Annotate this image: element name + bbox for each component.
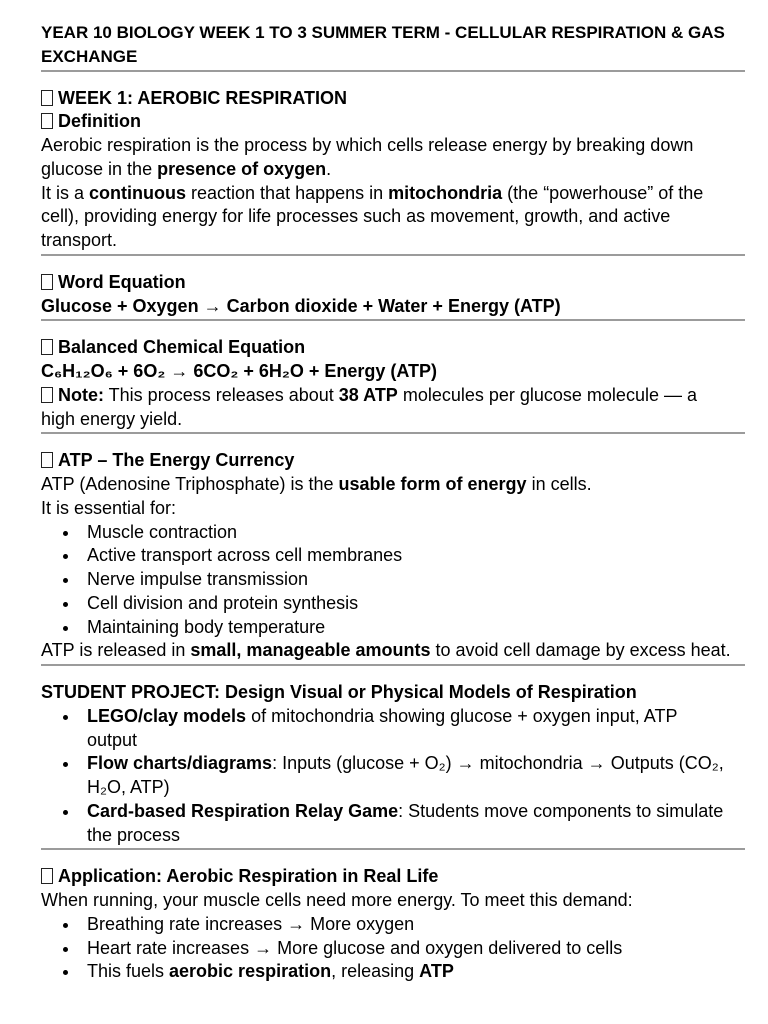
balanced-equation-section — [41, 336, 745, 431]
list-item-text: H₂O, ATP) — [87, 777, 170, 797]
bullet-icon — [63, 578, 68, 583]
text-run: It is a — [41, 182, 90, 203]
list-item — [41, 616, 745, 640]
section-divider — [41, 848, 745, 850]
student-project-section — [41, 681, 745, 847]
list-item — [41, 800, 745, 848]
paragraph-line — [41, 182, 745, 206]
project-heading: STUDENT PROJECT: Design Visual or Physical Models of Respiration — [41, 682, 637, 702]
emoji-placeholder-icon — [41, 387, 53, 403]
text-run: transport. — [41, 230, 118, 250]
bullet-icon — [63, 810, 68, 815]
bullet-icon — [63, 923, 68, 928]
bullet-icon — [63, 947, 68, 952]
bold-text-run: ATP — [419, 961, 454, 982]
bold-text-run: usable form of energy — [338, 474, 527, 494]
aerobic-respiration-section — [41, 87, 745, 253]
list-item-text: Nerve impulse transmission — [87, 569, 309, 589]
application-heading — [41, 865, 745, 889]
section-divider — [41, 664, 745, 666]
atp-heading — [41, 449, 745, 473]
list-item-text — [87, 752, 745, 776]
text-run: Aerobic respiration is the process by which cells release energy by breaking down — [41, 135, 694, 155]
text-run: high energy yield. — [41, 408, 183, 429]
bullet-icon — [63, 554, 68, 559]
bold-text-run: small, manageable amounts — [190, 640, 431, 661]
balanced-equation-heading-text: Balanced Chemical Equation — [58, 337, 306, 358]
list-item-text — [87, 800, 745, 824]
text-run: Heart rate increases → More glucose and oxygen delivered to cells — [87, 937, 623, 958]
emoji-placeholder-icon — [41, 113, 53, 129]
emoji-placeholder-icon — [41, 339, 53, 355]
list-item — [41, 913, 745, 937]
text-run: : Inputs (glucose + O₂) → mitochondria → Outputs (CO₂, — [272, 753, 724, 774]
list-item — [41, 568, 745, 592]
emoji-placeholder-icon — [41, 868, 53, 884]
list-item-text: Cell division and protein synthesis — [87, 592, 359, 613]
bold-text-run: presence of oxygen — [157, 158, 327, 179]
text-run: : Students move components to simulate — [398, 800, 724, 821]
section-divider — [41, 254, 745, 256]
text-run: glucose in the — [41, 158, 158, 179]
word-equation: Glucose + Oxygen → Carbon dioxide + Water + Energy (ATP) — [41, 295, 561, 316]
list-item-text — [87, 937, 745, 961]
title-section — [41, 21, 745, 69]
paragraph-line — [41, 205, 745, 229]
paragraph-line — [41, 229, 745, 253]
page-title: YEAR 10 BIOLOGY WEEK 1 TO 3 SUMMER TERM - CELLULAR RESPIRATION & GAS EXCHANGE — [41, 23, 725, 66]
list-item-text — [87, 913, 745, 937]
bold-text-run: 38 ATP — [338, 384, 398, 405]
section-divider — [41, 70, 745, 72]
text-run: in cells. — [526, 474, 592, 494]
paragraph-line — [41, 158, 745, 182]
text-run: , releasing — [331, 961, 420, 982]
bold-text-run: aerobic respiration — [169, 961, 332, 982]
emoji-placeholder-icon — [41, 90, 53, 106]
atp-release — [41, 639, 745, 663]
text-run: This fuels — [87, 961, 170, 982]
bold-text-run: mitochondria — [388, 182, 503, 203]
application-section — [41, 865, 745, 984]
emoji-placeholder-icon — [41, 274, 53, 290]
section-divider — [41, 432, 745, 434]
definition-heading — [41, 110, 745, 134]
list-item — [41, 544, 745, 568]
list-item — [41, 705, 745, 753]
definition-heading-text: Definition — [58, 111, 141, 132]
bullet-icon — [63, 626, 68, 631]
bullet-icon — [63, 602, 68, 607]
bullet-icon — [63, 531, 68, 536]
bold-text-run: Flow charts/diagrams — [87, 753, 273, 774]
bold-text-run: LEGO/clay models — [87, 705, 247, 726]
note-line — [41, 408, 745, 432]
list-item — [41, 937, 745, 961]
list-item-text: Muscle contraction — [87, 521, 238, 542]
text-run: reaction that happens in — [186, 182, 389, 203]
word-equation-heading-text: Word Equation — [58, 271, 186, 292]
week-heading — [41, 87, 745, 111]
balanced-equation-heading — [41, 336, 745, 360]
list-item-text: the process — [87, 824, 181, 845]
atp-section — [41, 449, 745, 663]
list-item-text: Active transport across cell membranes — [87, 545, 403, 566]
bold-text-run: Note: — [58, 384, 104, 405]
bullet-icon — [63, 970, 68, 975]
bold-text-run: Card-based Respiration Relay Game — [87, 800, 399, 821]
text-run: of mitochondria showing glucose + oxygen input, ATP — [246, 705, 678, 726]
list-item-text: output — [87, 729, 138, 750]
bullet-icon — [63, 762, 68, 767]
bold-text-run: continuous — [89, 182, 187, 203]
text-run: ATP (Adenosine Triphosphate) is the — [41, 474, 339, 494]
essential-label: It is essential for: — [41, 497, 177, 518]
bullet-icon — [63, 715, 68, 720]
atp-heading-text: ATP – The Energy Currency — [58, 450, 295, 471]
text-run: . — [326, 158, 332, 179]
list-item-text: Maintaining body temperature — [87, 616, 326, 637]
text-run: to avoid cell damage by excess heat. — [430, 640, 731, 661]
text-run: This process releases about — [104, 384, 339, 405]
text-run: Breathing rate increases → More oxygen — [87, 913, 415, 934]
atp-intro — [41, 473, 745, 497]
text-run: molecules per glucose molecule — a — [397, 384, 697, 405]
document-page — [41, 21, 745, 984]
section-divider — [41, 319, 745, 321]
application-heading-text: Application: Aerobic Respiration in Real Life — [58, 866, 439, 887]
list-item — [41, 592, 745, 616]
list-item — [41, 752, 745, 800]
chemical-equation: C₆H₁₂O₆ + 6O₂ → 6CO₂ + 6H₂O + Energy (ATP) — [41, 361, 438, 381]
text-run: ATP is released in — [41, 640, 191, 661]
text-run: cell), providing energy for life processes such as movement, growth, and active — [41, 206, 671, 227]
word-equation-heading — [41, 271, 745, 295]
list-item-text — [87, 705, 745, 729]
list-item — [41, 960, 745, 984]
emoji-placeholder-icon — [41, 452, 53, 468]
text-run: (the “powerhouse” of the — [502, 182, 704, 203]
week-heading-text: WEEK 1: AEROBIC RESPIRATION — [58, 87, 348, 108]
note-line — [41, 384, 745, 408]
list-item-text — [87, 960, 745, 984]
application-intro: When running, your muscle cells need more energy. To meet this demand: — [41, 890, 633, 910]
paragraph-line — [41, 134, 745, 158]
word-equation-section — [41, 271, 745, 319]
list-item — [41, 521, 745, 545]
